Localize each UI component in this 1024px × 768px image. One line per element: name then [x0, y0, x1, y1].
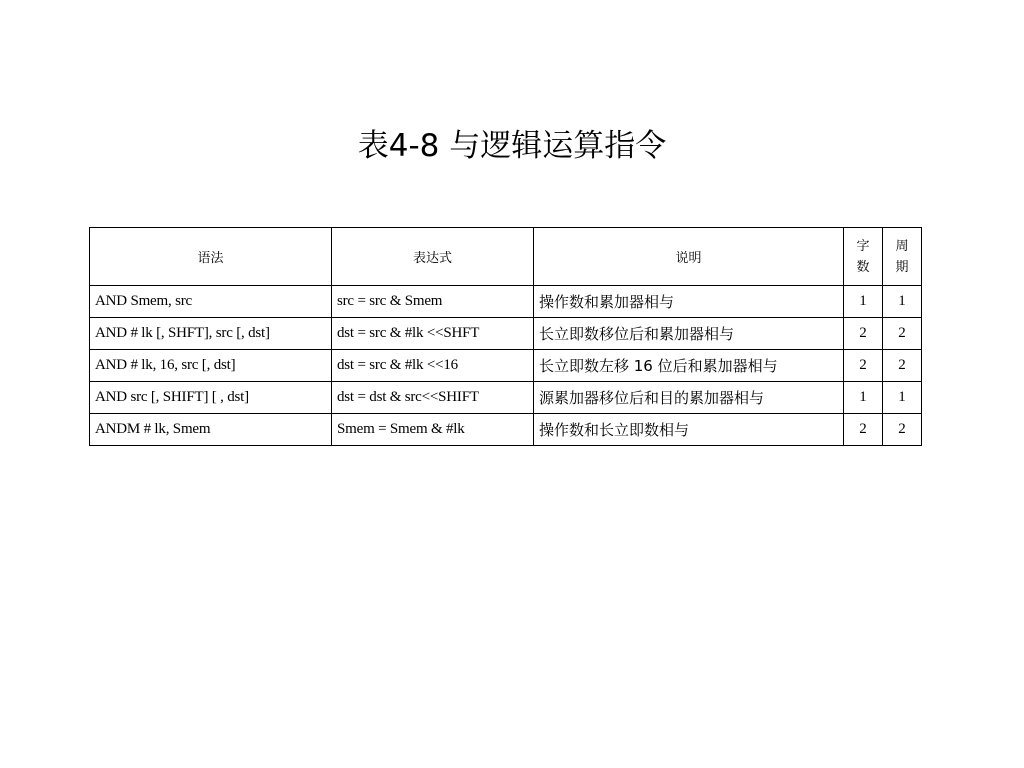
cell-words: 2	[844, 350, 883, 382]
cell-expression: dst = src & #lk <<16	[332, 350, 534, 382]
cell-expression: Smem = Smem & #lk	[332, 414, 534, 446]
cell-syntax: AND # lk, 16, src [, dst]	[90, 350, 332, 382]
cell-cycles: 2	[883, 414, 922, 446]
table-row	[90, 318, 922, 350]
cell-words: 1	[844, 286, 883, 318]
cell-expression: src = src & Smem	[332, 286, 534, 318]
cell-words: 1	[844, 382, 883, 414]
cell-description: 长立即数左移 16 位后和累加器相与	[534, 350, 844, 382]
cell-words: 2	[844, 318, 883, 350]
cell-cycles: 1	[883, 286, 922, 318]
header-expression: 表达式	[332, 228, 534, 286]
header-cycles-bottom: 期	[895, 259, 909, 275]
cell-words: 2	[844, 414, 883, 446]
header-cycles-top: 周	[895, 238, 909, 254]
table-header-row	[90, 228, 922, 286]
instruction-table	[89, 227, 922, 446]
cell-description: 长立即数移位后和累加器相与	[534, 318, 844, 350]
header-words-bottom: 数	[856, 259, 870, 275]
header-cycles	[883, 228, 922, 286]
cell-cycles: 2	[883, 350, 922, 382]
cell-description: 操作数和累加器相与	[534, 286, 844, 318]
slide-title: 表4-8 与逻辑运算指令	[357, 128, 667, 164]
header-words	[844, 228, 883, 286]
table-row	[90, 414, 922, 446]
header-description: 说明	[534, 228, 844, 286]
cell-description: 操作数和长立即数相与	[534, 414, 844, 446]
cell-expression: dst = dst & src<<SHIFT	[332, 382, 534, 414]
cell-syntax: AND src [, SHIFT] [ , dst]	[90, 382, 332, 414]
cell-syntax: AND Smem, src	[90, 286, 332, 318]
cell-syntax: AND # lk [, SHFT], src [, dst]	[90, 318, 332, 350]
cell-cycles: 2	[883, 318, 922, 350]
cell-syntax: ANDM # lk, Smem	[90, 414, 332, 446]
table-row	[90, 350, 922, 382]
header-syntax: 语法	[90, 228, 332, 286]
cell-expression: dst = src & #lk <<SHFT	[332, 318, 534, 350]
table-row	[90, 382, 922, 414]
header-words-top: 字	[856, 238, 870, 254]
cell-description: 源累加器移位后和目的累加器相与	[534, 382, 844, 414]
table-row	[90, 286, 922, 318]
cell-cycles: 1	[883, 382, 922, 414]
